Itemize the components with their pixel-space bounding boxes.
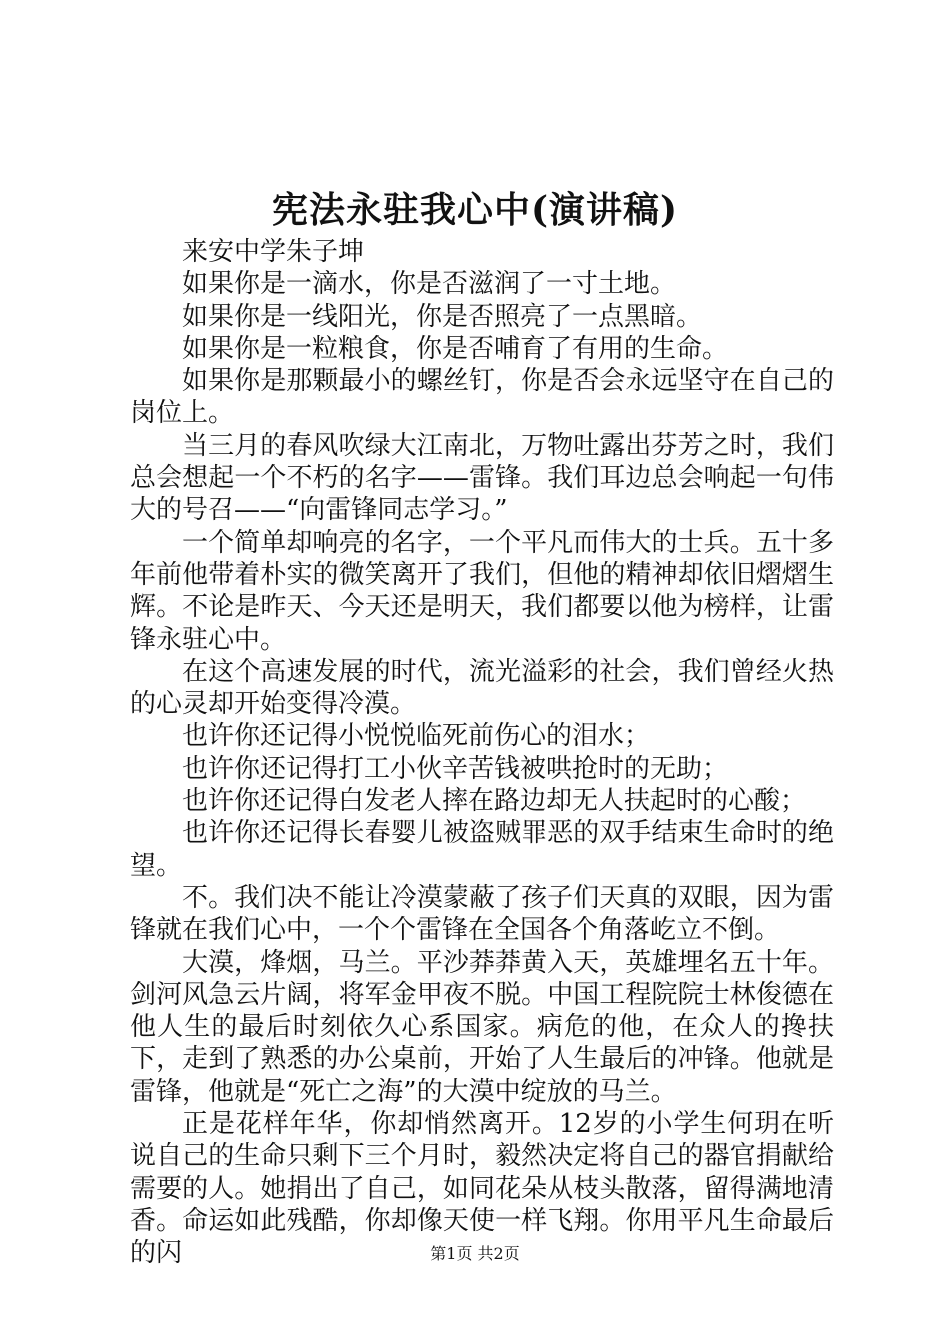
paragraph: 也许你还记得长春婴儿被盗贼罪恶的双手结束生命时的绝望。	[130, 818, 834, 881]
paragraph: 一个简单却响亮的名字，一个平凡而伟大的士兵。五十多年前他带着朴实的微笑离开了我们，但他的精神却依旧熠熠生辉。不论是昨天、今天还是明天，我们都要以他为榜样，让雷锋永驻心中。	[130, 527, 834, 655]
paragraph: 如果你是那颗最小的螺丝钉，你是否会永远坚守在自己的岗位上。	[130, 366, 834, 429]
paragraph: 如果你是一粒粮食，你是否哺育了有用的生命。	[182, 333, 729, 364]
paragraph: 如果你是一滴水，你是否滋润了一寸土地。	[182, 269, 677, 300]
page-footer: 第1页 共2页	[430, 1244, 520, 1263]
paragraph: 也许你还记得小悦悦临死前伤心的泪水；	[182, 721, 651, 752]
document-title: 宪法永驻我心中(演讲稿)	[271, 189, 679, 231]
paragraph: 当三月的春风吹绿大江南北，万物吐露出芬芳之时，我们总会想起一个不朽的名字——雷锋。我们耳边总会响起一句伟大的号召——“向雷锋同志学习。”	[130, 430, 834, 526]
document-body	[130, 236, 834, 1270]
paragraph: 大漠，烽烟，马兰。平沙莽莽黄入天，英雄埋名五十年。剑河风急云片阔，将军金甲夜不脱。中国工程院院士林俊德在他人生的最后时刻依久心系国家。病危的他，在众人的搀扶下，走到了熟悉的办公桌前，开始了人生最后的冲锋。他就是雷锋，他就是“死亡之海”的大漠中绽放的马兰。	[130, 947, 834, 1107]
paragraph: 如果你是一线阳光，你是否照亮了一点黑暗。	[182, 301, 703, 332]
paragraph: 正是花样年华，你却悄然离开。12岁的小学生何玥在听说自己的生命只剩下三个月时，毅然决定将自己的器官捐献给需要的人。她捐出了自己，如同花朵从枝头散落，留得满地清香。命运如此残酷，你却像天使一样飞翔。你用平凡生命最后的闪	[130, 1109, 834, 1269]
paragraph: 也许你还记得白发老人摔在路边却无人扶起时的心酸；	[182, 786, 807, 817]
paragraph: 也许你还记得打工小伙辛苦钱被哄抢时的无助；	[182, 753, 729, 784]
paragraph: 在这个高速发展的时代，流光溢彩的社会，我们曾经火热的心灵却开始变得冷漠。	[130, 656, 834, 720]
paragraph-author: 来安中学朱子坤	[182, 237, 365, 267]
paragraph: 不。我们决不能让冷漠蒙蔽了孩子们天真的双眼，因为雷锋就在我们心中，一个个雷锋在全国各个角落屹立不倒。	[130, 882, 834, 946]
